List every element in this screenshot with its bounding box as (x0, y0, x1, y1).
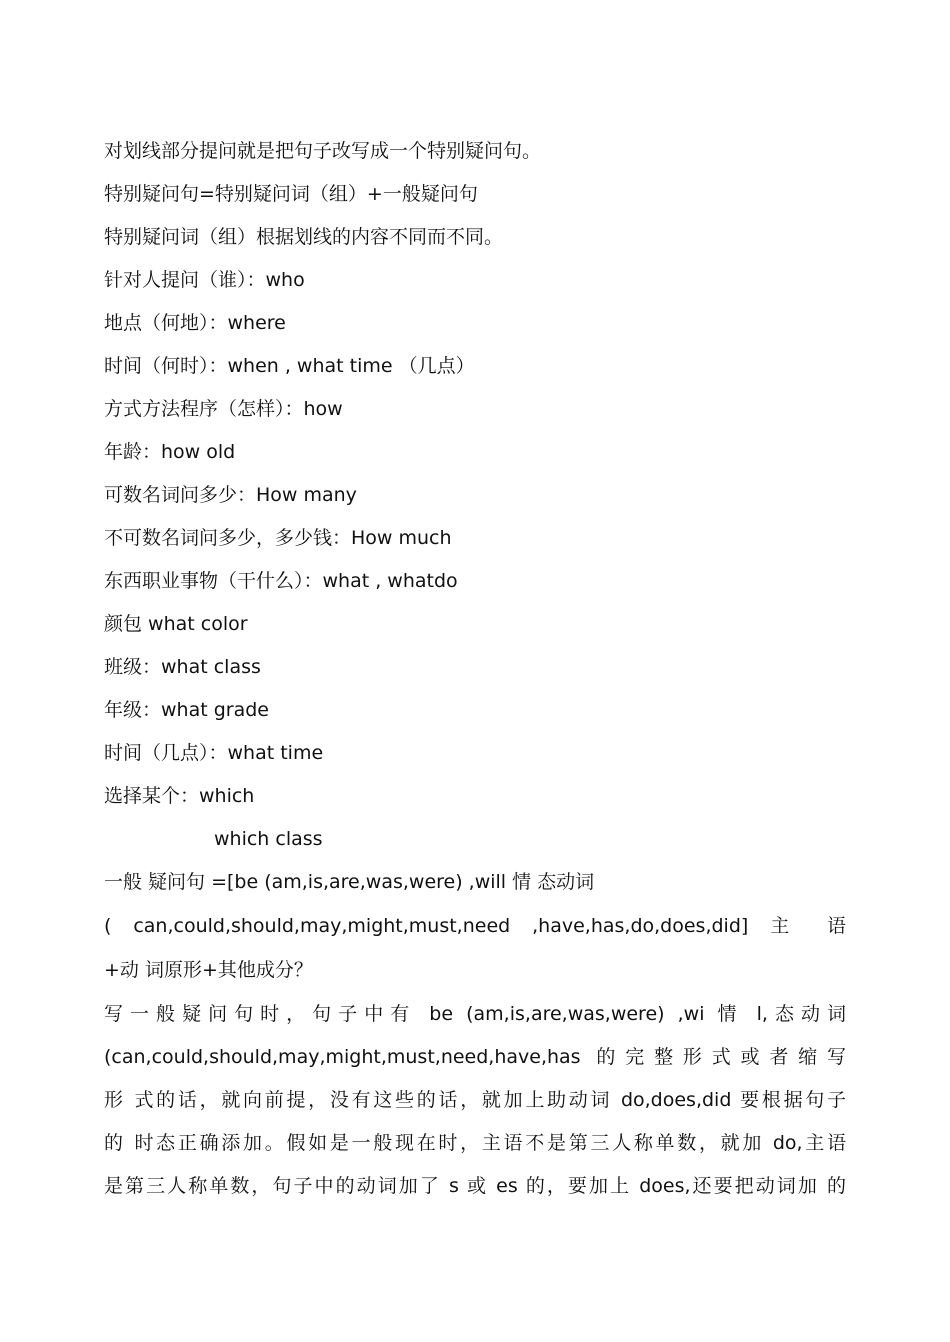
text-line: 选择某个：which (104, 785, 255, 807)
text-line: +动 词原形+其他成分？ (104, 959, 313, 981)
text-line: 年级：what grade (104, 699, 269, 721)
text-line: 针对人提问（谁）：who (104, 269, 305, 291)
text-line: ( can,could,should,may,might,must,need ,have,has,do,does,did] 主 语 (104, 915, 846, 937)
text-line: 东西职业事物（干什么）：what , whatdo (104, 570, 458, 592)
text-line: 一般 疑问句 =[be (am,is,are,was,were) ,will 情 态动词 (104, 871, 595, 893)
text-line: 班级：what class (104, 656, 261, 678)
text-line: 的 时态正确添加。假如是一般现在时，主语不是第三人称单数，就加 do,主语 (104, 1132, 846, 1154)
text-line: 对划线部分提问就是把句子改写成一个特别疑问句。 (104, 140, 542, 162)
text-line: 写一般疑问句时，句子中有 be (am,is,are,was,were) ,wi 情 l,态动词 (104, 1003, 846, 1025)
text-line: 时间（几点）：what time (104, 742, 324, 764)
text-line: 形 式的话，就向前提，没有这些的话，就加上助动词 do,does,did 要根据句子 (104, 1089, 846, 1111)
text-line: 颜包 what color (104, 613, 248, 635)
text-line: 时间（何时）：when , what time （几点） (104, 355, 475, 377)
text-line: which class (214, 828, 323, 850)
text-line: 地点（何地）：where (104, 312, 286, 334)
text-line: 特别疑问句=特别疑问词（组）+一般疑问句 (104, 183, 478, 205)
text-line: 特别疑问词（组）根据划线的内容不同而不同。 (104, 226, 504, 248)
text-line: 可数名词问多少：How many (104, 484, 357, 506)
text-line: 方式方法程序（怎样）：how (104, 398, 343, 420)
text-line: (can,could,should,may,might,must,need,have,has 的完整形式或者缩写 (104, 1046, 846, 1068)
text-line: 年龄：how old (104, 441, 236, 463)
text-line: 是第三人称单数，句子中的动词加了 s 或 es 的，要加上 does,还要把动词加 的 (104, 1175, 846, 1197)
text-line: 不可数名词问多少，多少钱：How much (104, 527, 452, 549)
